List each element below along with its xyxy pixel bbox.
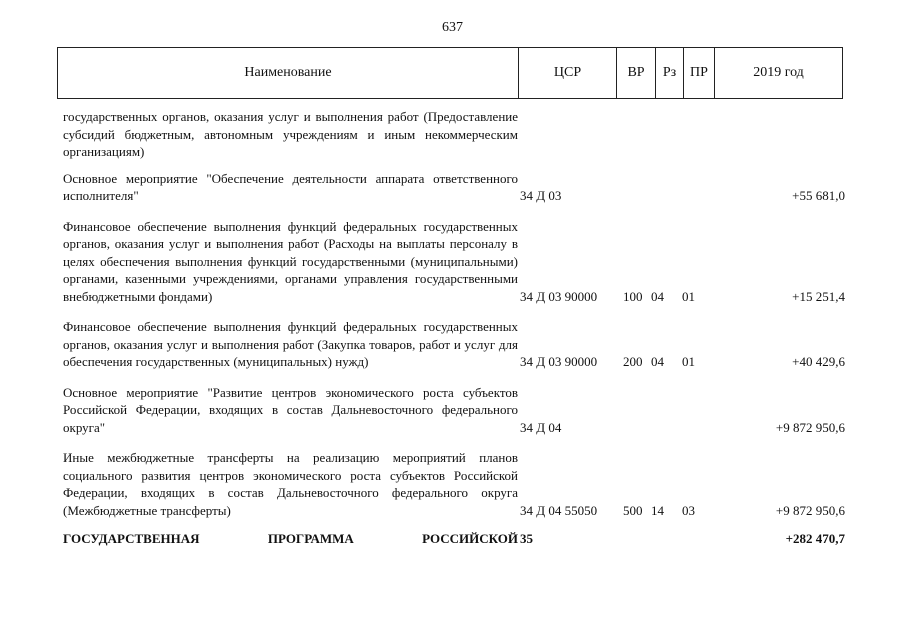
page-number: 637 bbox=[442, 20, 463, 35]
row-name: Основное мероприятие "Обеспечение деятельности аппарата ответственного исполнителя" bbox=[63, 170, 518, 203]
column-header-pr: ПР bbox=[684, 48, 715, 98]
row-vr: 100 bbox=[623, 288, 643, 304]
row-vr: 500 bbox=[623, 502, 643, 518]
row-csr: 35 bbox=[520, 531, 533, 546]
row-rz: 04 bbox=[651, 288, 664, 304]
table-row bbox=[63, 449, 845, 519]
row-rz: 14 bbox=[651, 502, 664, 518]
table-header bbox=[57, 47, 843, 99]
table-row bbox=[63, 218, 845, 306]
row-csr: 34 Д 03 90000 bbox=[520, 288, 598, 304]
column-header-name: Наименование bbox=[58, 48, 519, 98]
row-pr: 01 bbox=[682, 288, 695, 304]
column-header-vr: ВР bbox=[617, 48, 656, 98]
row-rz: 04 bbox=[651, 354, 664, 369]
row-amount: +9 872 950,6 bbox=[775, 502, 845, 518]
row-pr: 03 bbox=[682, 502, 695, 518]
budget-table-body bbox=[63, 108, 845, 561]
row-name: государственных органов, оказания услуг и выполнения работ (Предоставление субсидий бюджетным, автономным учреждениям и иным некоммерческим организациям) bbox=[63, 109, 518, 159]
row-name: Иные межбюджетные трансферты на реализацию мероприятий планов социального развития центров экономического роста субъектов Российской Федерации, входящих в состав Дальневосточного федерального округа (Межбюджетные трансферты) bbox=[63, 450, 518, 518]
table-row bbox=[63, 108, 845, 161]
table-row bbox=[63, 170, 845, 205]
row-name: Финансовое обеспечение выполнения функций федеральных государственных органов, оказания услуг и выполнения работ (Закупка товаров, работ и услуг для обеспечения государственных (муниципальных) нужд) bbox=[63, 319, 518, 369]
row-amount: +9 872 950,6 bbox=[775, 419, 845, 435]
row-csr: 34 Д 03 90000 bbox=[520, 354, 598, 369]
row-pr: 01 bbox=[682, 354, 695, 369]
column-header-rz: Рз bbox=[656, 48, 684, 98]
row-amount: +40 429,6 bbox=[792, 354, 845, 369]
row-amount: +282 470,7 bbox=[785, 531, 845, 546]
column-header-year: 2019 год bbox=[753, 65, 804, 80]
table-row bbox=[63, 384, 845, 437]
row-vr: 200 bbox=[623, 354, 643, 369]
row-csr: 34 Д 03 bbox=[520, 188, 562, 203]
row-csr: 34 Д 04 bbox=[520, 419, 562, 435]
row-name: ГОСУДАРСТВЕННАЯ ПРОГРАММА РОССИЙСКОЙ bbox=[63, 531, 518, 546]
table-row-total bbox=[63, 530, 845, 548]
column-header-csr: ЦСР bbox=[519, 48, 617, 98]
row-amount: +55 681,0 bbox=[792, 188, 845, 203]
row-name: Основное мероприятие "Развитие центров экономического роста субъектов Российской Федерации, входящих в состав Дальневосточного федерального округа" bbox=[63, 384, 518, 435]
row-name: Финансовое обеспечение выполнения функций федеральных государственных органов, оказания услуг и выполнения работ (Расходы на выплаты персоналу в целях обеспечения выполнения функций государственными (муниципальными) органами, казенными учреждениями, органами управления государственными внебюджетными фондами) bbox=[63, 218, 518, 304]
table-row bbox=[63, 318, 845, 371]
row-amount: +15 251,4 bbox=[792, 288, 845, 304]
row-csr: 34 Д 04 55050 bbox=[520, 502, 598, 518]
